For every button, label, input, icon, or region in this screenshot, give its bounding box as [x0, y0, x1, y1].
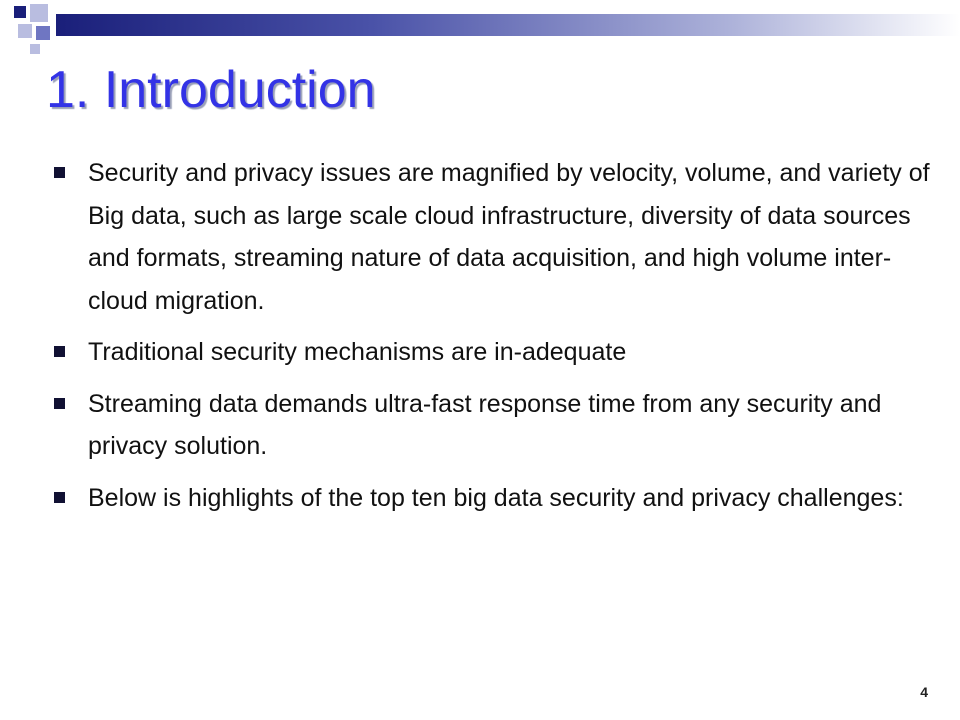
bullet-text-4: Below is highlights of the top ten big data security and privacy challenges: — [88, 483, 904, 512]
square-bullet-icon — [54, 346, 65, 357]
bullet-item-4 — [50, 477, 930, 520]
square-bullet-icon — [54, 398, 65, 409]
bullet-item-2 — [50, 331, 930, 374]
decor-square-5 — [30, 44, 40, 54]
bullet-item-3 — [50, 383, 930, 468]
slide-title: 1. Introduction — [46, 61, 376, 119]
decor-square-1 — [14, 6, 26, 18]
bullet-item-1 — [50, 152, 930, 322]
bullet-text-1: Security and privacy issues are magnified by velocity, volume, and variety of Big data, such as large scale cloud infrastructure, diversity of data sources and formats, streaming nature of data acquisition, and high volume inter-cloud migration. — [88, 159, 930, 315]
header-gradient-bar — [56, 14, 960, 36]
decor-square-3 — [18, 24, 32, 38]
bullet-text-3: Streaming data demands ultra-fast response time from any security and privacy solution. — [88, 389, 882, 460]
bullet-text-2: Traditional security mechanisms are in-adequate — [88, 338, 627, 366]
decor-square-4 — [36, 26, 50, 40]
page-number: 4 — [920, 684, 928, 700]
square-bullet-icon — [54, 167, 65, 178]
bullet-list — [50, 152, 930, 528]
square-bullet-icon — [54, 492, 65, 503]
decor-square-2 — [30, 4, 48, 22]
